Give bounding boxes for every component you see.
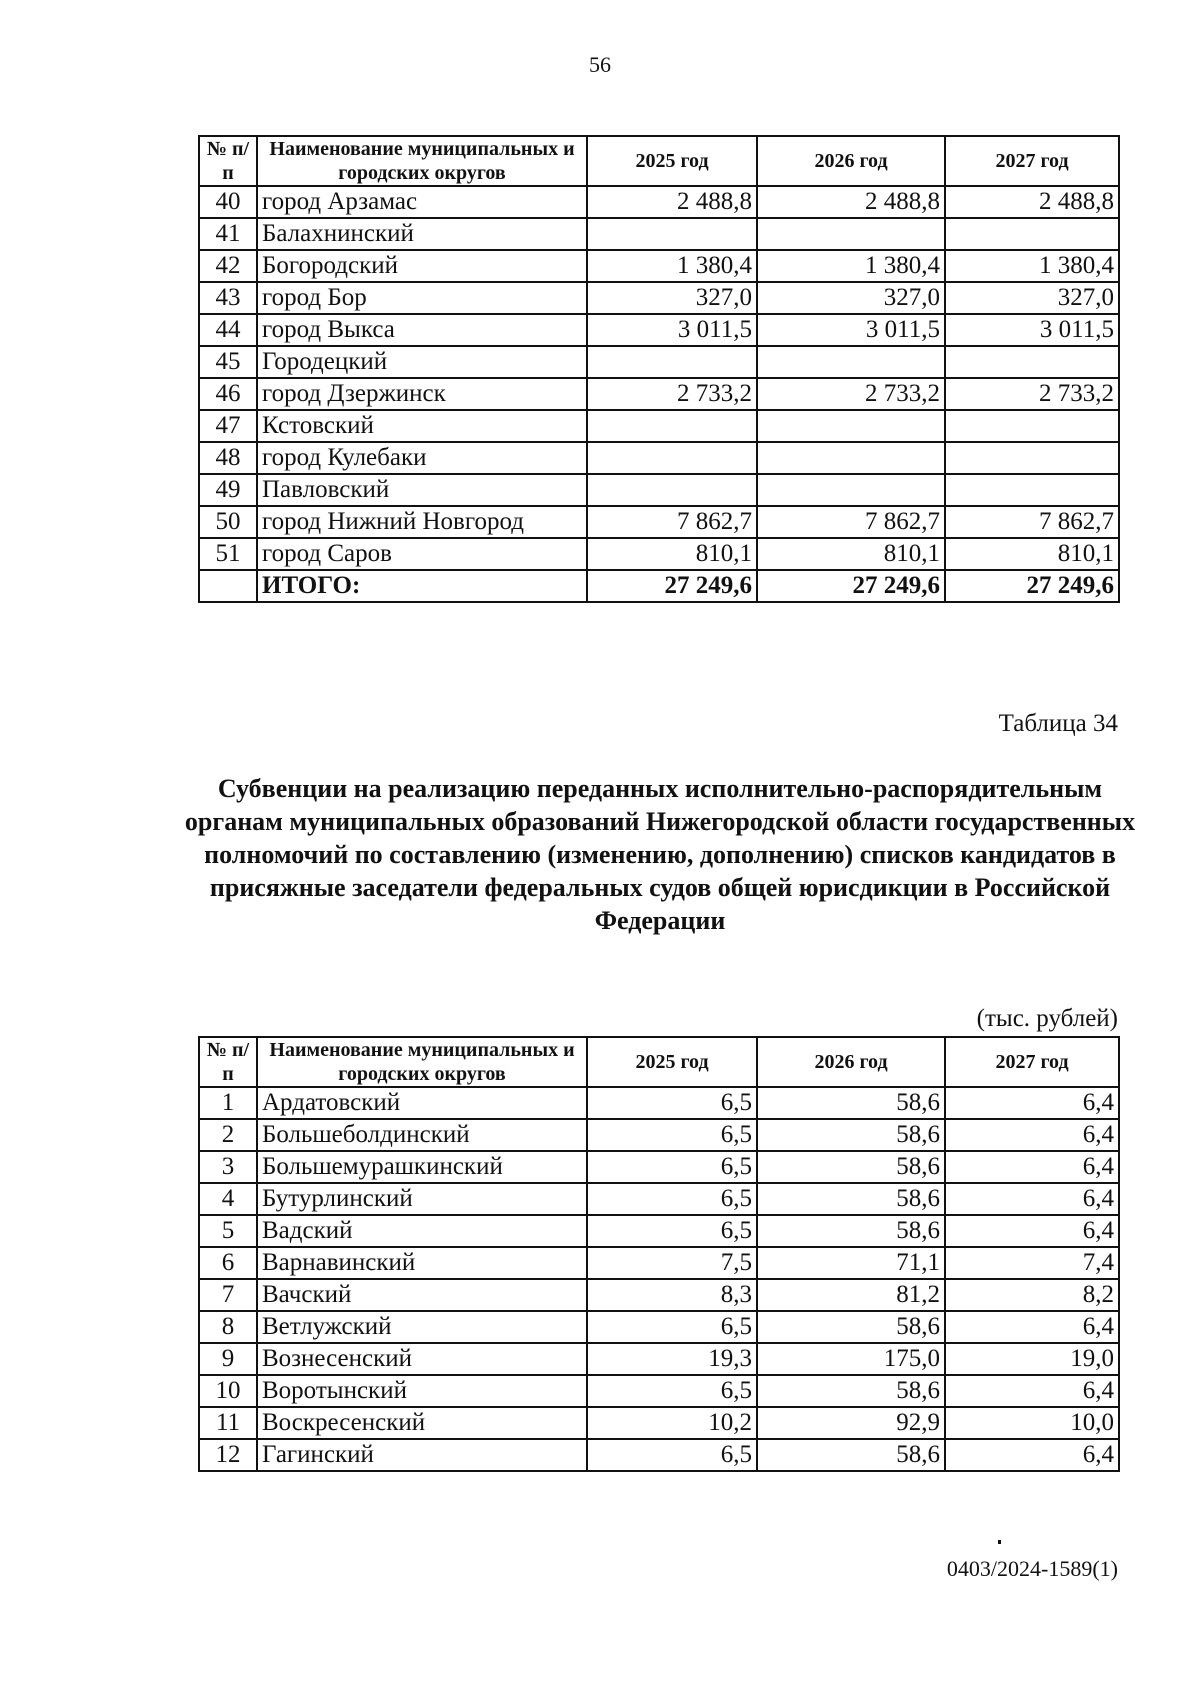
table-row — [199, 1151, 1119, 1183]
value-2026: 1 380,4 — [757, 250, 945, 282]
header-2025: 2025 год — [587, 136, 757, 186]
value-2026 — [757, 346, 945, 378]
value-2027: 6,4 — [945, 1119, 1119, 1151]
table-row — [199, 1375, 1119, 1407]
row-name: Воротынский — [257, 1375, 587, 1407]
row-name: Городецкий — [257, 346, 587, 378]
stray-mark — [998, 1540, 1001, 1544]
value-2025: 6,5 — [587, 1119, 757, 1151]
total-2027: 27 249,6 — [945, 570, 1119, 602]
table-row — [199, 1183, 1119, 1215]
value-2027: 6,4 — [945, 1439, 1119, 1471]
value-2025: 6,5 — [587, 1087, 757, 1119]
row-name: Ардатовский — [257, 1087, 587, 1119]
value-2026: 81,2 — [757, 1279, 945, 1311]
row-number: 10 — [199, 1375, 257, 1407]
total-num — [199, 570, 257, 602]
value-2026: 58,6 — [757, 1151, 945, 1183]
value-2025 — [587, 442, 757, 474]
table-row — [199, 186, 1119, 218]
row-name: город Саров — [257, 538, 587, 570]
value-2026 — [757, 442, 945, 474]
row-name: город Бор — [257, 282, 587, 314]
row-number: 41 — [199, 218, 257, 250]
value-2026 — [757, 218, 945, 250]
row-name: Богородский — [257, 250, 587, 282]
row-number: 49 — [199, 474, 257, 506]
value-2026: 58,6 — [757, 1087, 945, 1119]
header-2027: 2027 год — [945, 136, 1119, 186]
value-2027: 6,4 — [945, 1151, 1119, 1183]
value-2026: 71,1 — [757, 1247, 945, 1279]
value-2025: 2 733,2 — [587, 378, 757, 410]
row-name: Гагинский — [257, 1439, 587, 1471]
table-row — [199, 378, 1119, 410]
header-num: № п/п — [199, 1037, 257, 1087]
value-2025: 2 488,8 — [587, 186, 757, 218]
row-number: 51 — [199, 538, 257, 570]
row-number: 50 — [199, 506, 257, 538]
table-row — [199, 474, 1119, 506]
value-2027: 7,4 — [945, 1247, 1119, 1279]
row-number: 40 — [199, 186, 257, 218]
units-label: (тыс. рублей) — [976, 1005, 1118, 1032]
value-2027: 19,0 — [945, 1343, 1119, 1375]
value-2026 — [757, 474, 945, 506]
value-2027: 1 380,4 — [945, 250, 1119, 282]
row-name: Вадский — [257, 1215, 587, 1247]
value-2027: 6,4 — [945, 1183, 1119, 1215]
total-row — [199, 570, 1119, 602]
row-name: город Арзамас — [257, 186, 587, 218]
value-2025: 1 380,4 — [587, 250, 757, 282]
table-row — [199, 410, 1119, 442]
table-row — [199, 346, 1119, 378]
total-label: ИТОГО: — [257, 570, 587, 602]
value-2025: 10,2 — [587, 1407, 757, 1439]
value-2026: 7 862,7 — [757, 506, 945, 538]
row-number: 48 — [199, 442, 257, 474]
value-2027: 6,4 — [945, 1087, 1119, 1119]
table-row — [199, 442, 1119, 474]
value-2025: 6,5 — [587, 1439, 757, 1471]
row-number: 43 — [199, 282, 257, 314]
header-name: Наименование муниципальных и городских округов — [257, 136, 587, 186]
row-number: 9 — [199, 1343, 257, 1375]
value-2025: 19,3 — [587, 1343, 757, 1375]
header-2027: 2027 год — [945, 1037, 1119, 1087]
value-2025: 7 862,7 — [587, 506, 757, 538]
value-2027 — [945, 410, 1119, 442]
value-2026: 58,6 — [757, 1311, 945, 1343]
value-2026: 58,6 — [757, 1183, 945, 1215]
value-2026: 175,0 — [757, 1343, 945, 1375]
table-label: Таблица 34 — [998, 710, 1118, 737]
value-2027: 810,1 — [945, 538, 1119, 570]
row-number: 47 — [199, 410, 257, 442]
row-name: Воскресенский — [257, 1407, 587, 1439]
row-number: 7 — [199, 1279, 257, 1311]
value-2026: 327,0 — [757, 282, 945, 314]
table-row — [199, 1407, 1119, 1439]
table-row — [199, 250, 1119, 282]
page-number: 56 — [589, 52, 611, 77]
value-2026: 58,6 — [757, 1375, 945, 1407]
value-2025 — [587, 218, 757, 250]
table-row — [199, 314, 1119, 346]
value-2025: 810,1 — [587, 538, 757, 570]
row-number: 12 — [199, 1439, 257, 1471]
value-2027 — [945, 474, 1119, 506]
table-row — [199, 1119, 1119, 1151]
table-row — [199, 538, 1119, 570]
value-2025 — [587, 346, 757, 378]
value-2027: 327,0 — [945, 282, 1119, 314]
row-name: Вознесенский — [257, 1343, 587, 1375]
value-2025: 6,5 — [587, 1183, 757, 1215]
value-2025: 6,5 — [587, 1375, 757, 1407]
value-2026: 58,6 — [757, 1119, 945, 1151]
row-name: Бутурлинский — [257, 1183, 587, 1215]
table-continued — [198, 135, 1120, 603]
value-2025: 6,5 — [587, 1215, 757, 1247]
row-name: Варнавинский — [257, 1247, 587, 1279]
row-number: 8 — [199, 1311, 257, 1343]
row-number: 6 — [199, 1247, 257, 1279]
table2-body — [199, 1087, 1119, 1471]
table-row — [199, 1279, 1119, 1311]
value-2025: 7,5 — [587, 1247, 757, 1279]
header-name: Наименование муниципальных и городских округов — [257, 1037, 587, 1087]
table-row — [199, 1343, 1119, 1375]
row-number: 11 — [199, 1407, 257, 1439]
row-name: Кстовский — [257, 410, 587, 442]
row-name: город Выкса — [257, 314, 587, 346]
value-2025: 327,0 — [587, 282, 757, 314]
value-2026: 58,6 — [757, 1439, 945, 1471]
table-row — [199, 1247, 1119, 1279]
section-title: Субвенции на реализацию переданных исполнительно-распорядительным органам муниципальных образований Нижегородской области государственных полномочий по составлению (изменению, дополнению) списков кандидатов в присяжные заседатели федеральных судов общей юрисдикции в Российской Федерации — [184, 774, 1136, 935]
value-2027: 2 488,8 — [945, 186, 1119, 218]
value-2025: 3 011,5 — [587, 314, 757, 346]
value-2026: 2 488,8 — [757, 186, 945, 218]
table-row — [199, 218, 1119, 250]
table-row — [199, 506, 1119, 538]
value-2025: 8,3 — [587, 1279, 757, 1311]
total-2026: 27 249,6 — [757, 570, 945, 602]
row-number: 4 — [199, 1183, 257, 1215]
value-2027: 8,2 — [945, 1279, 1119, 1311]
table-row — [199, 1311, 1119, 1343]
value-2026: 3 011,5 — [757, 314, 945, 346]
header-num: № п/п — [199, 136, 257, 186]
table-row — [199, 282, 1119, 314]
value-2025 — [587, 474, 757, 506]
row-number: 46 — [199, 378, 257, 410]
total-2025: 27 249,6 — [587, 570, 757, 602]
value-2025 — [587, 410, 757, 442]
row-name: Вачский — [257, 1279, 587, 1311]
document-code: 0403/2024-1589(1) — [946, 1556, 1118, 1581]
value-2027: 7 862,7 — [945, 506, 1119, 538]
row-number: 44 — [199, 314, 257, 346]
row-number: 5 — [199, 1215, 257, 1247]
row-number: 3 — [199, 1151, 257, 1183]
row-name: Павловский — [257, 474, 587, 506]
value-2026: 58,6 — [757, 1215, 945, 1247]
value-2027 — [945, 442, 1119, 474]
value-2027: 3 011,5 — [945, 314, 1119, 346]
value-2026 — [757, 410, 945, 442]
value-2026: 92,9 — [757, 1407, 945, 1439]
row-name: Балахнинский — [257, 218, 587, 250]
table1-body — [199, 186, 1119, 602]
row-number: 45 — [199, 346, 257, 378]
table-34 — [198, 1036, 1120, 1472]
value-2027 — [945, 218, 1119, 250]
table-header-row — [199, 136, 1119, 186]
row-number: 1 — [199, 1087, 257, 1119]
value-2027: 6,4 — [945, 1215, 1119, 1247]
header-2025: 2025 год — [587, 1037, 757, 1087]
row-name: Большеболдинский — [257, 1119, 587, 1151]
value-2025: 6,5 — [587, 1151, 757, 1183]
value-2027: 6,4 — [945, 1375, 1119, 1407]
value-2027 — [945, 346, 1119, 378]
value-2026: 810,1 — [757, 538, 945, 570]
table-row — [199, 1087, 1119, 1119]
row-number: 2 — [199, 1119, 257, 1151]
table-row — [199, 1215, 1119, 1247]
value-2027: 2 733,2 — [945, 378, 1119, 410]
value-2027: 6,4 — [945, 1311, 1119, 1343]
value-2026: 2 733,2 — [757, 378, 945, 410]
row-name: Ветлужский — [257, 1311, 587, 1343]
header-2026: 2026 год — [757, 1037, 945, 1087]
row-name: Большемурашкинский — [257, 1151, 587, 1183]
row-number: 42 — [199, 250, 257, 282]
table-header-row — [199, 1037, 1119, 1087]
row-name: город Кулебаки — [257, 442, 587, 474]
header-2026: 2026 год — [757, 136, 945, 186]
value-2025: 6,5 — [587, 1311, 757, 1343]
row-name: город Нижний Новгород — [257, 506, 587, 538]
row-name: город Дзержинск — [257, 378, 587, 410]
table-row — [199, 1439, 1119, 1471]
value-2027: 10,0 — [945, 1407, 1119, 1439]
